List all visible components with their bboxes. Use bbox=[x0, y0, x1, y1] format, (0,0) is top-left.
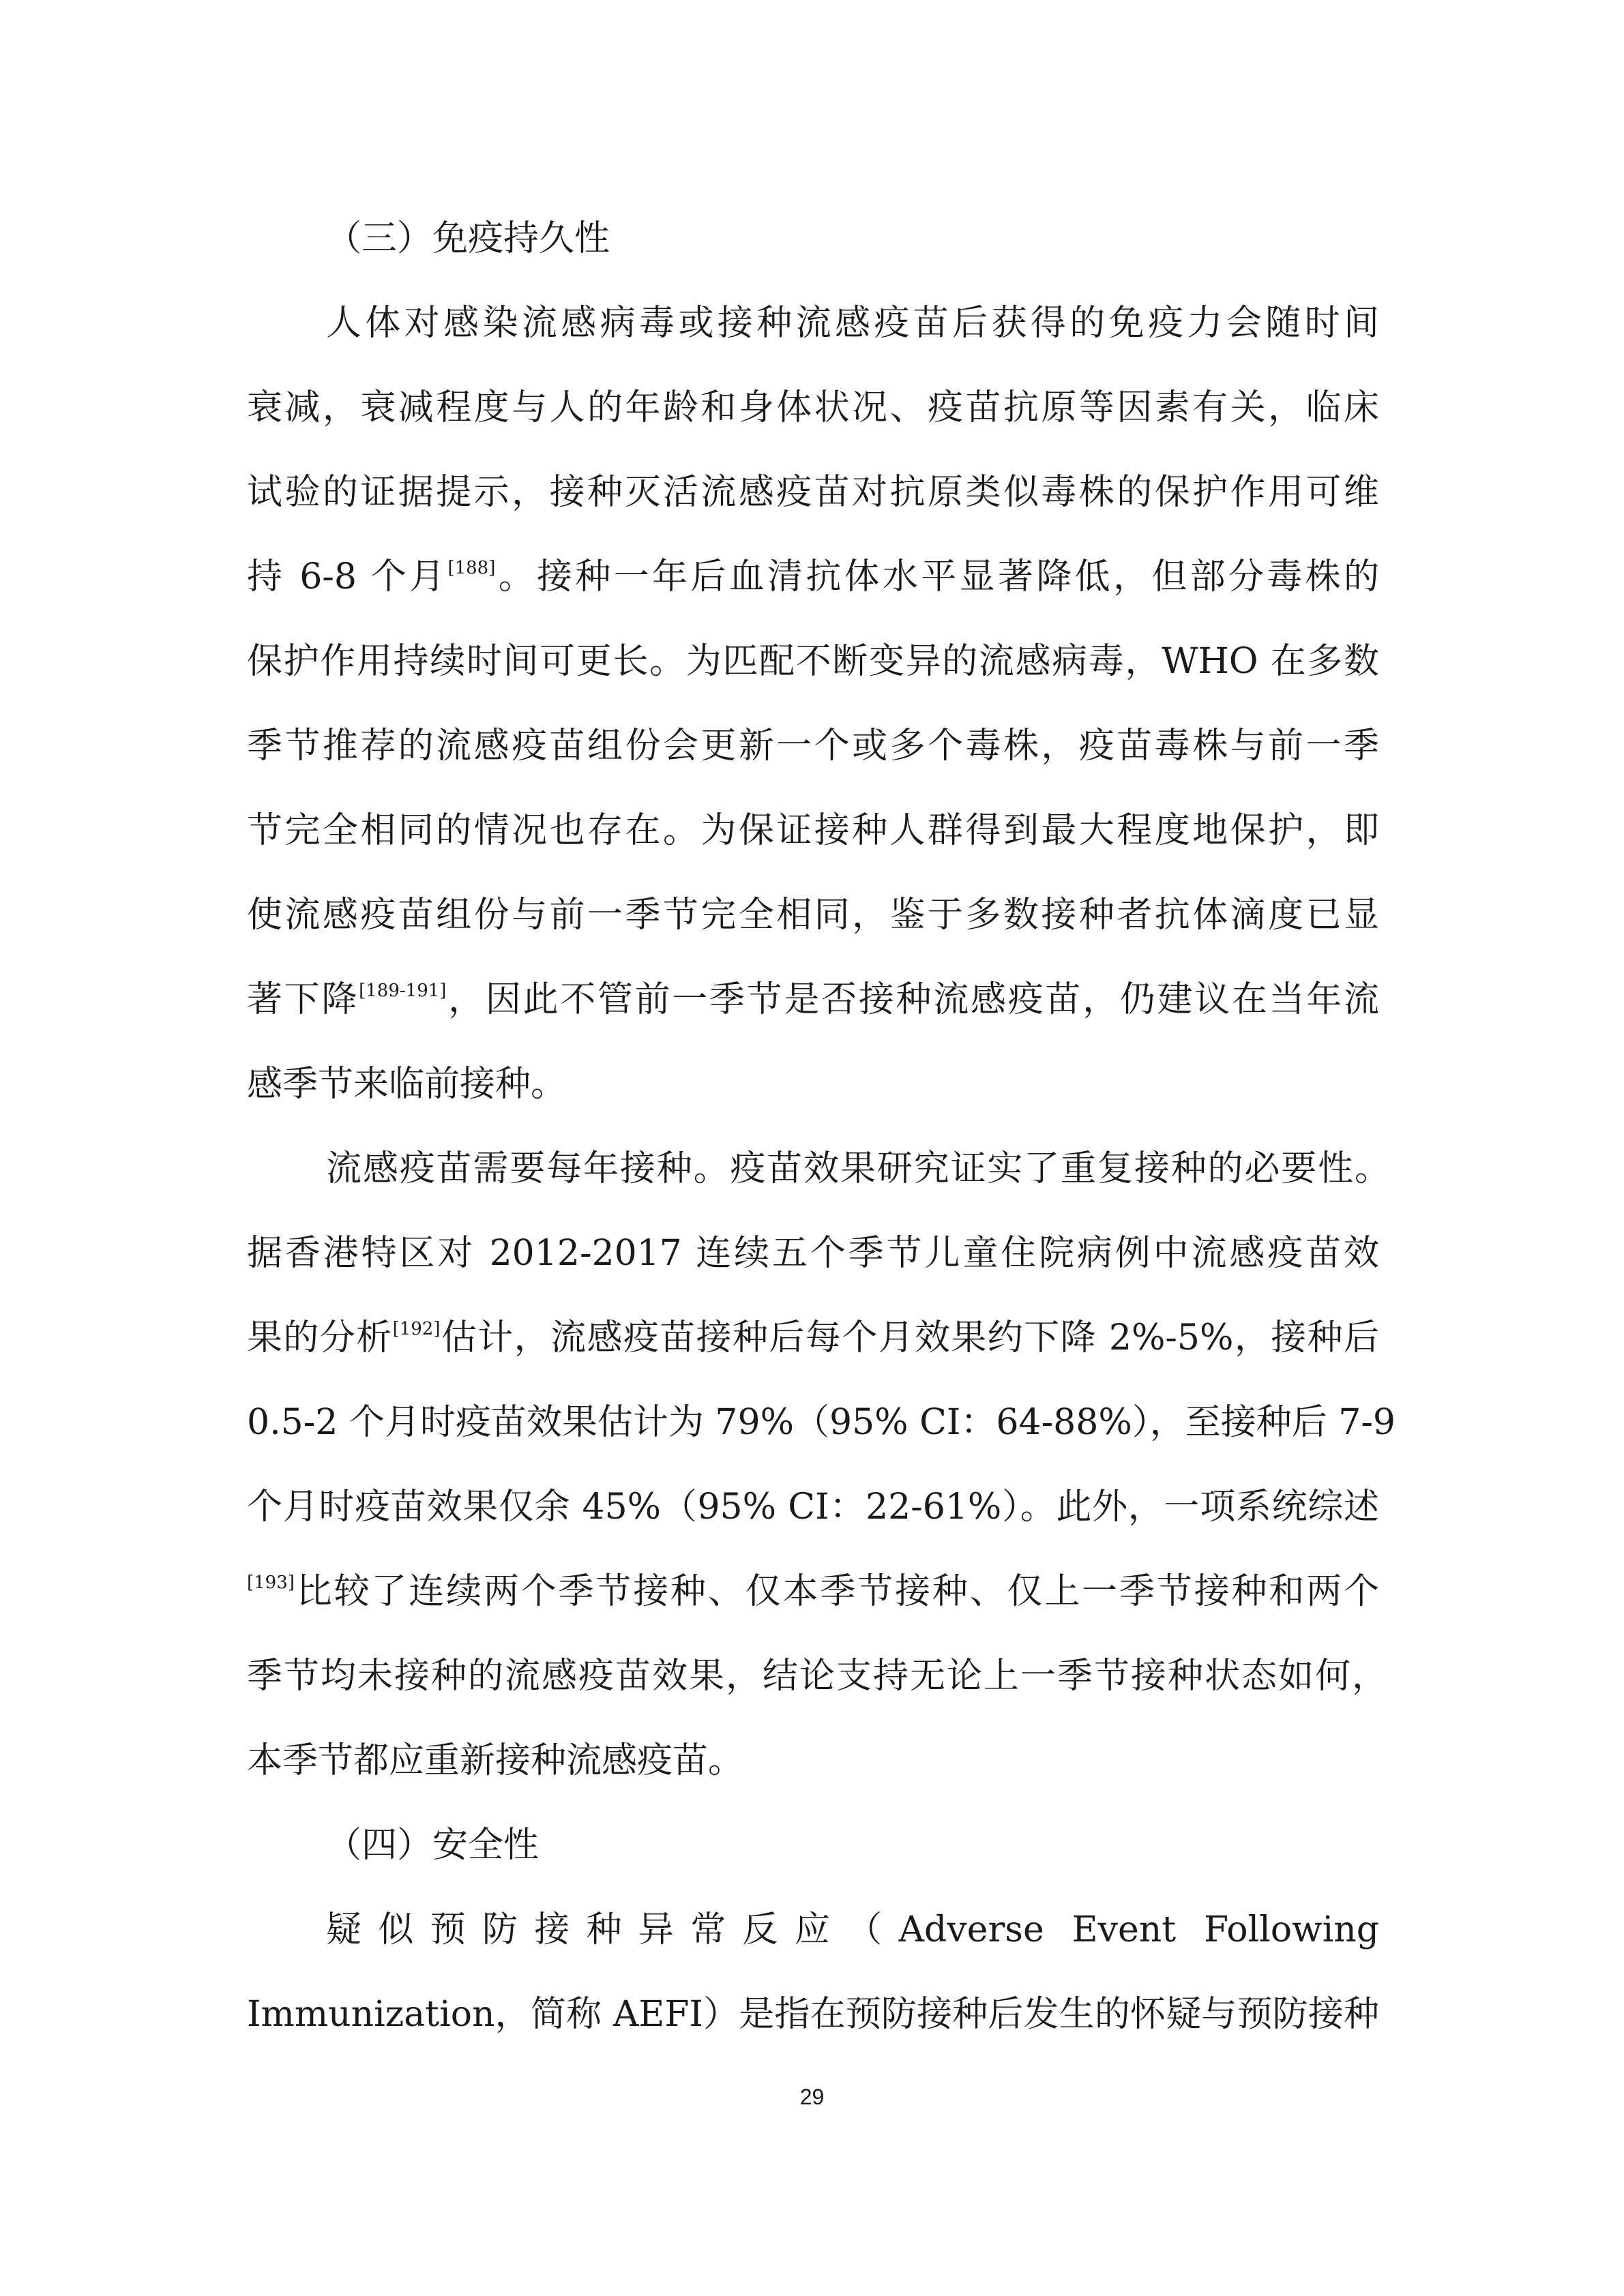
paragraph-line: 节完全相同的情况也存在。为保证接种人群得到最大程度地保护，即 bbox=[247, 810, 1379, 851]
paragraph-line: 据香港特区对 2012-2017 连续五个季节儿童住院病例中流感疫苗效 bbox=[247, 1233, 1379, 1274]
paragraph-line: 衰减，衰减程度与人的年龄和身体状况、疫苗抗原等因素有关，临床 bbox=[247, 387, 1379, 428]
text-run: 著下降 bbox=[247, 979, 359, 1020]
paragraph-line bbox=[247, 555, 1379, 599]
section-heading-safety: （四）安全性 bbox=[326, 1825, 540, 1866]
text-run: 果的分析 bbox=[247, 1317, 393, 1358]
paragraph-line bbox=[247, 1316, 1379, 1360]
citation-ref: [192] bbox=[392, 1319, 441, 1339]
paragraph-line: 保护作用持续时间可更长。为匹配不断变异的流感病毒，WHO 在多数 bbox=[247, 641, 1379, 682]
paragraph-line: 使流感疫苗组份与前一季节完全相同，鉴于多数接种者抗体滴度已显 bbox=[247, 895, 1379, 936]
paragraph-line bbox=[247, 1570, 1379, 1613]
paragraph-line: 个月时疫苗效果仅余 45%（95% CI：22-61%）。此外，一项系统综述 bbox=[247, 1487, 1379, 1527]
section-heading-immune-persistence: （三）免疫持久性 bbox=[326, 218, 610, 259]
paragraph-line: 本季节都应重新接种流感疫苗。 bbox=[247, 1740, 744, 1781]
paragraph-line: 人体对感染流感病毒或接种流感疫苗后获得的免疫力会随时间 bbox=[326, 303, 1379, 344]
text-run: ，因此不管前一季节是否接种流感疫苗，仍建议在当年流 bbox=[446, 979, 1379, 1020]
citation-ref: [188] bbox=[447, 558, 496, 578]
paragraph-line: Immunization，简称 AEFI）是指在预防接种后发生的怀疑与预防接种 bbox=[247, 1994, 1379, 2035]
citation-ref: [189-191] bbox=[359, 981, 447, 1001]
citation-ref: [193] bbox=[247, 1572, 295, 1593]
paragraph-line: 季节推荐的流感疫苗组份会更新一个或多个毒株，疫苗毒株与前一季 bbox=[247, 726, 1379, 766]
paragraph-line: 疑似预防接种异常反应（Adverse Event Following bbox=[326, 1909, 1379, 1950]
text-run: 估计，流感疫苗接种后每个月效果约下降 2%-5%，接种后 bbox=[440, 1317, 1379, 1358]
paragraph-line: 流感疫苗需要每年接种。疫苗效果研究证实了重复接种的必要性。 bbox=[326, 1148, 1390, 1189]
paragraph-line: 试验的证据提示，接种灭活流感疫苗对抗原类似毒株的保护作用可维 bbox=[247, 472, 1379, 513]
paragraph-line bbox=[247, 978, 1379, 1022]
text-run: 。接种一年后血清抗体水平显著降低，但部分毒株的 bbox=[495, 556, 1379, 597]
page-number: 29 bbox=[799, 2085, 825, 2109]
paragraph-line: 0.5-2 个月时疫苗效果估计为 79%（95% CI：64-88%），至接种后 7-9 bbox=[247, 1402, 1396, 1443]
text-run: 比较了连续两个季节接种、仅本季节接种、仅上一季节接种和两个 bbox=[294, 1571, 1379, 1612]
paragraph-line: 感季节来临前接种。 bbox=[247, 1064, 567, 1105]
paragraph-line: 季节均未接种的流感疫苗效果，结论支持无论上一季节接种状态如何， bbox=[247, 1656, 1387, 1697]
text-run: 持 6-8 个月 bbox=[247, 556, 448, 597]
